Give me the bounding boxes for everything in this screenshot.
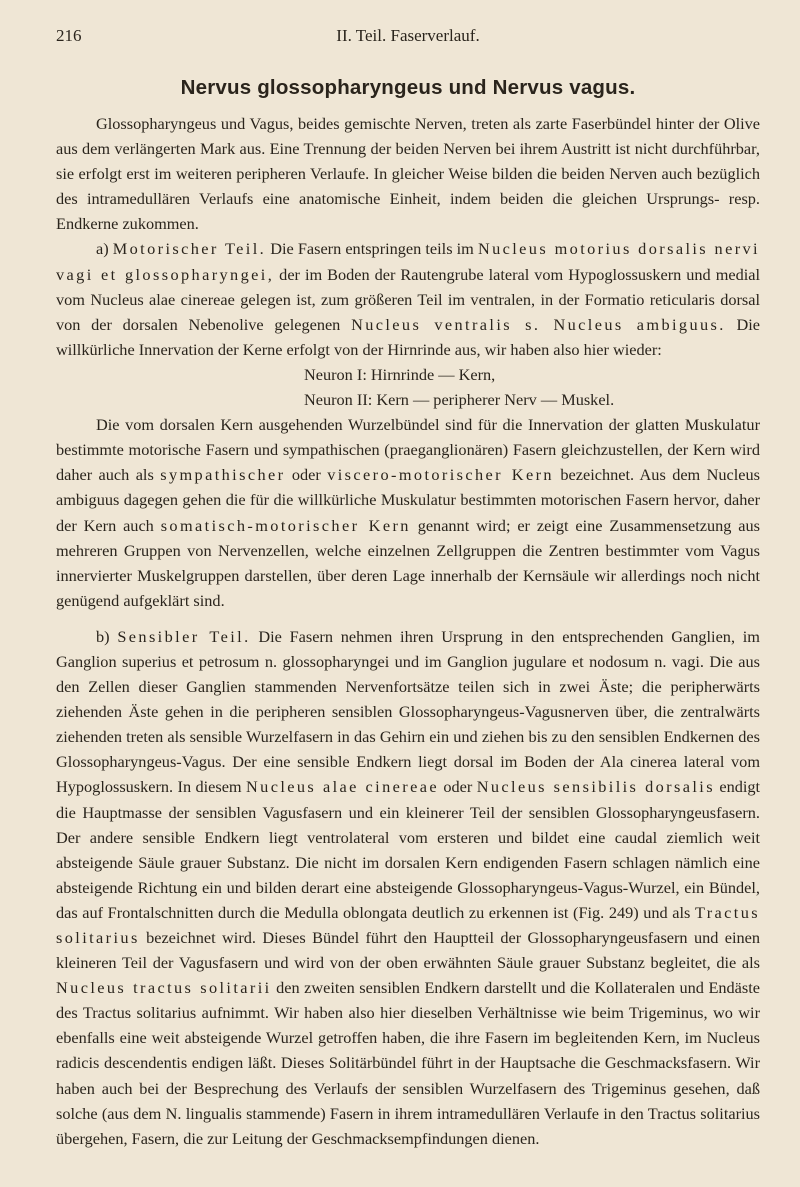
motor-heading: Motorischer Teil.	[112, 239, 267, 259]
term-nucleus-sensibilis-dorsalis: Nucleus sensibilis dorsalis	[476, 777, 715, 797]
ambiguus-text-3: bezeichnet. Aus dem Nucleus ambiguus dagegen gehen die für die willkürliche Muskulatur bestimmten motorischen Fasern hervor, daher der Kern auch	[56, 465, 760, 535]
motor-text-2: der im Boden der Rautengrube lateral vom Hypoglossuskern und medial vom Nucleus alae cinereae gelegen ist, zum größeren Teil im ventralen, in der Formatio reticularis dorsal von der dorsalen Nebenolive gelegenen	[56, 264, 761, 334]
neuron-line-1: Neuron I: Hirnrinde — Kern,	[304, 364, 496, 384]
ambiguus-text-4: genannt wird; er zeigt eine Zusammensetzung aus mehreren Gruppen von Nervenzellen, welche einzelnen Zellgruppen die Zentren bestimmter vom Vagus innervierter Muskelgruppen darstellen, über deren Lage innerhalb der Kernsäule wir allerdings noch nicht genügend aufgeklärt sind.	[56, 515, 760, 610]
sensory-heading: Sensibler Teil.	[117, 626, 251, 646]
term-sympathischer: sympathischer	[160, 465, 286, 485]
motor-label: a)	[96, 239, 109, 259]
section-title: Nervus glossopharyngeus und Nervus vagus.	[180, 76, 636, 99]
neuron-list	[304, 362, 760, 412]
ambiguus-text-1: Die vom dorsalen Kern ausgehenden Wurzelbündel sind für die Innervation der glatten Muskulatur bestimmte motorische Fasern und sympathischen (praeganglionären) Fasern gleichzustellen, der Kern wird daher auch als	[56, 415, 760, 485]
sensory-label: b)	[96, 626, 110, 646]
running-title: II. Teil. Faserverlauf.	[336, 26, 480, 45]
motor-term-nucleus-dorsalis: Nucleus motorius dorsalis nervi vagi et glossopharyngei,	[56, 239, 760, 284]
ambiguus-paragraph	[56, 412, 760, 613]
motor-text-1: Die Fasern entspringen teils im	[270, 239, 474, 259]
sensory-text-5: den zweiten sensiblen Endkern darstellt und die Kollateralen und Endäste des Tractus solitarius aufnimmt. Wir haben also hier dieselben Verhältnisse wie beim Trigeminus, wo wir ebenfalls eine weit absteigende Wurzel getroffen haben, die ihre Fasern im begleitenden Kern, im Nucleus radicis descendentis endigen läßt. Dieses Solitärbündel führt in der Hauptsache die Geschmacksfasern. Wir haben auch bei der Besprechung des Verlaufs der sensiblen Wurzelfasern des Trigeminus gesehen, daß solche (aus dem N. lingualis stammende) Fasern in ihrem intramedullären Verlaufe in den Tractus solitarius übergehen, Fasern, die zur Leitung der Geschmacksempfindungen dienen.	[56, 978, 760, 1148]
term-nucleus-alae-cinereae: Nucleus alae cinereae	[246, 777, 439, 797]
motor-text-3: Die willkürliche Innervation der Kerne erfolgt von der Hirnrinde aus, wir haben also hier wieder:	[56, 314, 760, 359]
term-somatisch-motorischer-kern: somatisch-motorischer Kern	[160, 515, 411, 535]
motor-term-nucleus-ambiguus: Nucleus ventralis s. Nucleus ambiguus.	[351, 314, 726, 334]
term-tractus-solitarius: Tractus solitarius	[56, 902, 760, 947]
term-nucleus-tractus-solitarii: Nucleus tractus solitarii	[56, 978, 272, 998]
term-viscero-motorischer-kern: viscero-motorischer Kern	[327, 465, 554, 485]
ambiguus-text-2: oder	[291, 465, 321, 485]
sensory-text-4: bezeichnet wird. Dieses Bündel führt den Hauptteil der Glossopharyngeusfasern und einen kleineren Teil der Vagusfasern und wird von der oben erwähnten Säule grauer Substanz begleitet, die als	[56, 928, 760, 973]
sensory-text-3: endigt die Hauptmasse der sensiblen Vagusfasern und ein kleinerer Teil der sensiblen Glossopharyngeusfasern. Der andere sensible Endkern liegt ventrolateral vom ersteren und bildet eine caudal ziemlich weit absteigende Säule grauer Substanz. Die nicht im dorsalen Kern endigenden Fasern schlagen nämlich eine absteigende Richtung ein und bilden derart eine absteigende Glossopharyngeus-Vagus-Wurzel, ein Bündel, das auf Frontalschnitten durch die Medulla oblongata deutlich zu erkennen ist (Fig. 249) und als	[56, 777, 761, 922]
motor-paragraph	[56, 236, 760, 361]
sensory-text-2: oder	[443, 777, 473, 797]
neuron-line-2: Neuron II: Kern — peripherer Nerv — Muskel.	[304, 390, 615, 410]
running-header	[56, 26, 760, 52]
page-number: 216	[56, 26, 82, 45]
intro-paragraph: Glossopharyngeus und Vagus, beides gemischte Nerven, treten als zarte Faserbündel hinter der Olive aus dem verlängerten Mark aus. Eine Trennung der beiden Nerven bei ihrem Austritt ist nicht durchführbar, sie erfolgt erst im weiteren peripheren Verlaufe. In gleicher Weise bilden die beiden Nerven auch bezüglich des intramedullären Verlaufs eine anatomische Einheit, indem beiden die gleichen Ursprungs- resp. Endkerne zukommen.	[56, 114, 760, 234]
sensory-text-1: Die Fasern nehmen ihren Ursprung in den entsprechenden Ganglien, im Ganglion superius et petrosum n. glossopharyngei und im Ganglion jugulare et nodosum n. vagi. Die aus den Zellen dieser Ganglien stammenden Nervenfortsätze teilen sich in zwei Äste; die peripherwärts ziehenden Äste gehen in die peripheren sensiblen Glossopharyngeus-Vagusnerven über, die zentralwärts ziehenden treten als sensible Wurzelfasern in das Gehirn ein und ziehen bis zu den sensiblen Endkernen des Glossopharyngeus-Vagus. Der eine sensible Endkern liegt dorsal im Boden der Ala cinerea lateral vom Hypoglossuskern. In diesem	[56, 626, 760, 797]
sensory-paragraph	[56, 624, 760, 1151]
